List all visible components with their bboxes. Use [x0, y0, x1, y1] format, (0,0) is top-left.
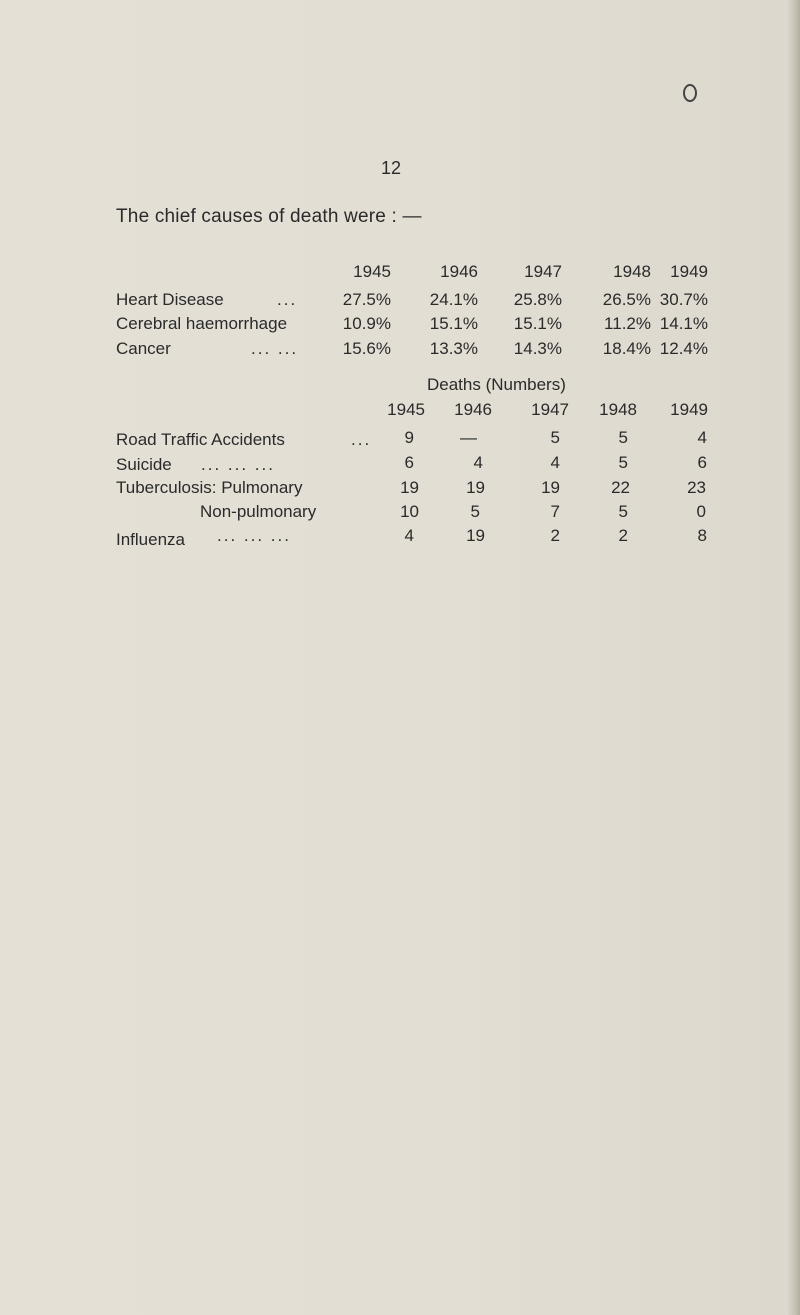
table2-cell: 5: [550, 428, 560, 447]
table2-year-header: 1946: [454, 400, 492, 419]
page-number: 12: [381, 158, 402, 178]
table2-year-header: 1949: [670, 400, 708, 419]
table2-cell: 23: [687, 478, 706, 497]
table1-cell: 12.4%: [659, 339, 708, 358]
table2-year-header: 1947: [531, 400, 569, 419]
table1-cell: 15.1%: [513, 314, 562, 333]
table2-row-label: Influenza ... ... ...: [116, 526, 291, 549]
table2-row-label: Non-pulmonary: [200, 502, 317, 521]
table1-year-header: 1948: [613, 262, 651, 281]
table1-row-label: Cerebral haemorrhage: [116, 314, 288, 333]
table2-cell: 10: [400, 502, 419, 521]
page-heading: The chief causes of death were : —: [116, 206, 422, 227]
table1-year-header: 1949: [670, 262, 708, 281]
table1-row-label: Cancer ... ...: [116, 339, 299, 358]
table2-row-label: Tuberculosis: Pulmonary: [116, 478, 303, 497]
table1-year-header: 1947: [524, 262, 562, 281]
table1-row-label: Heart Disease ...: [116, 290, 298, 309]
table1-cell: 15.6%: [342, 339, 391, 358]
table2-cell: 5: [618, 428, 628, 447]
table1-cell: 30.7%: [659, 290, 708, 309]
table1-cell: 15.1%: [429, 314, 478, 333]
table1-cell: 26.5%: [602, 290, 651, 309]
table1-cell: 18.4%: [602, 339, 651, 358]
table2-cell: 4: [550, 453, 560, 472]
table2-cell: 4: [404, 526, 414, 545]
table1-cell: 10.9%: [342, 314, 391, 333]
table2-year-header: 1945: [387, 400, 425, 419]
table2-cell: 5: [618, 502, 628, 521]
table2-cell: 7: [550, 502, 560, 521]
table2-year-header: 1948: [599, 400, 637, 419]
table1-cell: 13.3%: [429, 339, 478, 358]
table2-cell: 22: [611, 478, 630, 497]
ring-mark-icon: [683, 84, 697, 102]
table2-cell: 2: [550, 526, 560, 545]
table2-cell: 4: [697, 428, 707, 447]
table2-cell: 8: [697, 526, 707, 545]
table2-cell: 2: [618, 526, 628, 545]
table1-year-header: 1945: [353, 262, 391, 281]
table1-cell: 27.5%: [342, 290, 391, 309]
table2-cell: 0: [696, 502, 706, 521]
table2-cell: 4: [473, 453, 483, 472]
table2-cell: 6: [404, 453, 414, 472]
table1-cell: 11.2%: [604, 314, 651, 333]
table2-cell: 5: [470, 502, 480, 521]
table2-cell: 5: [618, 453, 628, 472]
table2-cell: 9: [404, 428, 414, 447]
table1-cell: 14.3%: [513, 339, 562, 358]
table2-cell: —: [460, 428, 477, 447]
table2-row-label: Road Traffic Accidents ...: [116, 430, 372, 449]
table2-cell: 19: [466, 526, 485, 545]
table2-row-label: Suicide ... ... ...: [116, 455, 275, 474]
table2-cell: 19: [400, 478, 419, 497]
table2-title: Deaths (Numbers): [427, 375, 566, 394]
table2-cell: 6: [697, 453, 707, 472]
table2-cell: 19: [541, 478, 560, 497]
table1-year-header: 1946: [440, 262, 478, 281]
table1-cell: 24.1%: [429, 290, 478, 309]
table1-cell: 14.1%: [659, 314, 708, 333]
page-edge-shadow: [788, 0, 800, 1315]
table2-cell: 19: [466, 478, 485, 497]
table1-cell: 25.8%: [513, 290, 562, 309]
